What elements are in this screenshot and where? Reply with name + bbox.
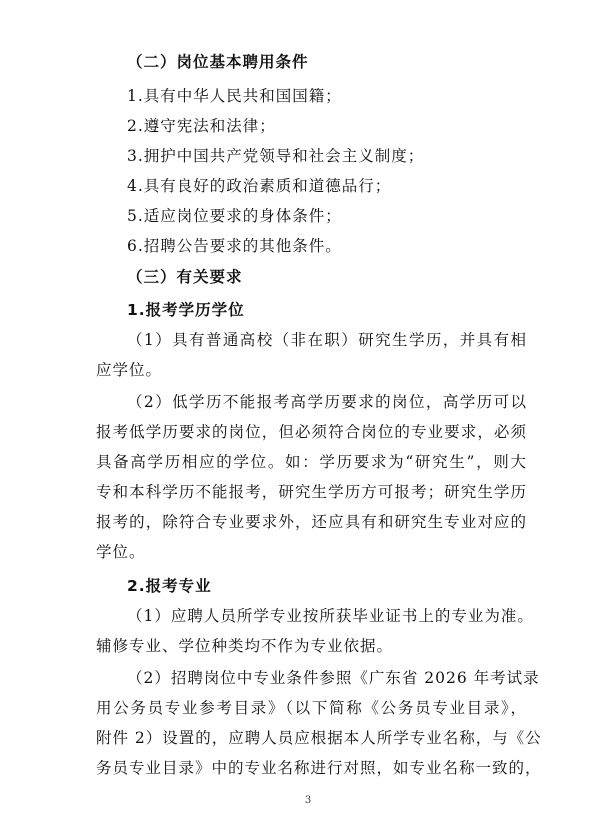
paragraph-line: （1）应聘人员所学专业按所获毕业证书上的专业为准。 [127, 607, 534, 625]
paragraph-line: 学位。 [96, 543, 146, 561]
paragraph-line: 报考的，除符合专业要求外，还应具有和研究生专业对应的 [96, 513, 527, 531]
condition-item: 4.具有良好的政治素质和道德品行； [127, 177, 392, 195]
subsection-heading-1: 1.报考学历学位 [127, 301, 245, 319]
paragraph-line: 辅修专业、学位种类均不作为专业依据。 [96, 637, 394, 655]
paragraph-line: 用公务员专业参考目录》（以下简称《公务员专业目录》， [96, 699, 527, 717]
subsection-heading-2: 2.报考专业 [127, 577, 212, 595]
section-heading-2: （二）岗位基本聘用条件 [127, 53, 309, 71]
paragraph-line: 报考低学历要求的岗位，但必须符合岗位的专业要求，必须 [96, 423, 527, 441]
paragraph-line: （1）具有普通高校（非在职）研究生学历，并具有相 [127, 331, 527, 349]
condition-item: 6.招聘公告要求的其他条件。 [127, 237, 342, 255]
paragraph-line: 务员专业目录》中的专业名称进行对照，如专业名称一致的， [96, 759, 542, 777]
condition-item: 2.遵守宪法和法律； [127, 117, 276, 135]
paragraph-line: （2）招聘岗位中专业条件参照《广东省 2026 年考试录 [127, 669, 540, 687]
condition-item: 3.拥护中国共产党领导和社会主义制度； [127, 147, 425, 165]
condition-item: 1.具有中华人民共和国国籍； [127, 87, 342, 105]
condition-item: 5.适应岗位要求的身体条件； [127, 207, 342, 225]
section-heading-3: （三）有关要求 [127, 268, 243, 286]
paragraph-line: 附件 2）设置的，应聘人员应根据本人所学专业名称，与《公 [96, 729, 542, 747]
page-number: 3 [304, 795, 312, 806]
paragraph-line: （2）低学历不能报考高学历要求的岗位，高学历可以 [127, 393, 527, 411]
paragraph-line: 应学位。 [96, 361, 163, 379]
paragraph-line: 具备高学历相应的学位。如：学历要求为“研究生”，则大 [96, 453, 527, 471]
paragraph-line: 专和本科学历不能报考，研究生学历方可报考；研究生学历 [96, 483, 527, 501]
